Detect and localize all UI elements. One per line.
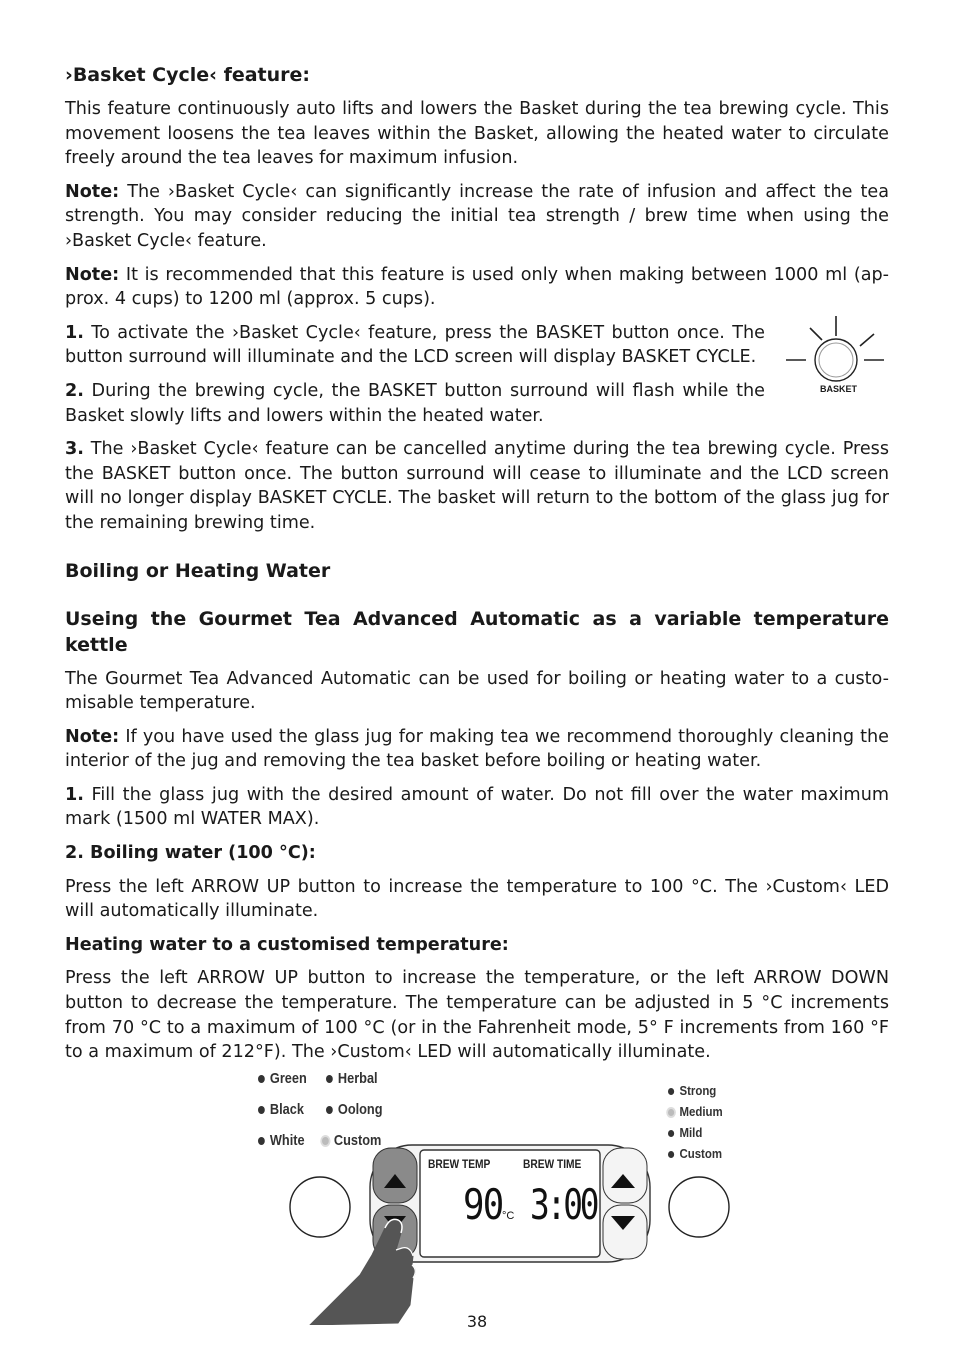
kettle-step-1 (65, 783, 889, 832)
tea-type-white: White (258, 1132, 305, 1149)
note-label: Note: (65, 264, 120, 285)
basket-cycle-intro: This feature continuously auto lifts and lowers the Basket during the tea brewing cycle. This movement loosens the tea leaves within the Basket, allowing the heated water to circulate freely around the tea leaves for maximum infusion. (65, 99, 889, 169)
basket-step-3 (65, 437, 889, 535)
note-text: If you have used the glass jug for making tea we recommend thoroughly cleaning the interior of the jug and removing the tea basket before boiling or heating water. (65, 726, 889, 772)
right-round-button (669, 1177, 729, 1237)
brew-temp-label: BREW TEMP (428, 1157, 491, 1171)
led-dot (258, 1137, 265, 1145)
basket-cycle-title: ›Basket Cycle‹ feature: (65, 64, 311, 86)
strength-medium: Medium (668, 1104, 723, 1119)
note-text: It is recommended that this feature is used only when making between 1000 ml (ap-prox. 4 cups) to 1200 ml (approx. 5 cups). (65, 264, 889, 310)
tea-type-oolong: Oolong (326, 1101, 383, 1118)
tea-type-herbal: Herbal (326, 1070, 378, 1087)
boiling-water-text: Press the left ARROW UP button to increase the temperature to 100 °C. The ›Custom‹ LED will automatically illuminate. (65, 876, 889, 922)
temp-value: 90 (463, 1180, 503, 1229)
tea-type-custom: Custom (322, 1132, 381, 1149)
control-panel-illustration (269, 1070, 740, 1325)
strength-custom: Custom (668, 1146, 722, 1161)
page-content (65, 62, 889, 1065)
led-dot (258, 1075, 265, 1083)
step-text: During the brewing cycle, the BASKET button surround will flash while the Basket slowly lifts and lowers within the heated water. (65, 380, 765, 426)
custom-temp-heading (65, 933, 889, 958)
basket-button-figure (780, 310, 890, 400)
boiling-section-title: Boiling or Heating Water (65, 559, 331, 582)
kettle-intro: The Gourmet Tea Advanced Automatic can be used for boiling or heating water to a custo-misable temperature. (65, 668, 889, 714)
basket-button-label: BASKET (820, 384, 858, 394)
basket-step-1 (65, 321, 765, 370)
boiling-water-heading (65, 841, 889, 866)
basket-cycle-note-1 (65, 180, 889, 254)
tea-type-black: Black (258, 1101, 304, 1118)
note-text: The ›Basket Cycle‹ can significantly increase the rate of infusion and affect the tea strength. You may consider reducing the initial tea strength / brew time when using the ›Basket Cycle‹ feature. (65, 181, 889, 251)
panel-graphic (280, 1070, 740, 1325)
strength-mild: Mild (668, 1125, 702, 1140)
right-arrow-up-button (603, 1148, 647, 1203)
page-number: 38 (466, 1312, 488, 1331)
kettle-note (65, 725, 889, 774)
basket-step-2 (65, 379, 765, 428)
heading-text: Heating water to a customised temperature: (65, 934, 509, 955)
step-text: Fill the glass jug with the desired amount of water. Do not fill over the water maximum mark (1500 ml WATER MAX). (65, 784, 889, 830)
tea-type-green: Green (258, 1070, 307, 1087)
left-round-button (290, 1177, 350, 1237)
step-text: The ›Basket Cycle‹ feature can be cancelled anytime during the tea brewing cycle. Press the BASKET button once. The button surround will cease to illuminate and the LCD screen will no longer display BASKET CYCLE. The basket will return to the bottom of the glass jug for the remaining brewing time. (65, 439, 889, 533)
strength-strong: Strong (668, 1083, 716, 1098)
step-number: 1. (65, 322, 84, 343)
step-number: 3. (65, 439, 84, 460)
temp-unit: °C (502, 1210, 515, 1222)
custom-temp-text: Press the left ARROW UP button to increase the temperature, or the left ARROW DOWN button to decrease the temperature. The temperature can be adjusted in 5 °C increments from 70 °C to a maximum of 100 °C (or in the Fahrenheit mode, 5° F increments from 160 °F to a maximum of 212°F). The ›Custom‹ LED will automatically illuminate. (65, 968, 889, 1063)
right-arrow-down-button (603, 1205, 647, 1259)
note-label: Note: (65, 726, 120, 747)
step-text: To activate the ›Basket Cycle‹ feature, press the BASKET button once. The button surround will illuminate and the LCD screen will display BASKET CYCLE. (65, 322, 765, 368)
kettle-subtitle: Useing the Gourmet Tea Advanced Automatic as a variable temperature kettle (65, 607, 889, 656)
step-number: 1. (65, 784, 84, 805)
note-label: Note: (65, 181, 120, 202)
heading-text: 2. Boiling water (100 °C): (65, 843, 316, 864)
time-value: 3:00 (530, 1180, 597, 1229)
basket-cycle-note-2 (65, 263, 889, 312)
step-number: 2. (65, 380, 84, 401)
brew-time-label: BREW TIME (523, 1157, 582, 1171)
led-dot (258, 1106, 265, 1114)
